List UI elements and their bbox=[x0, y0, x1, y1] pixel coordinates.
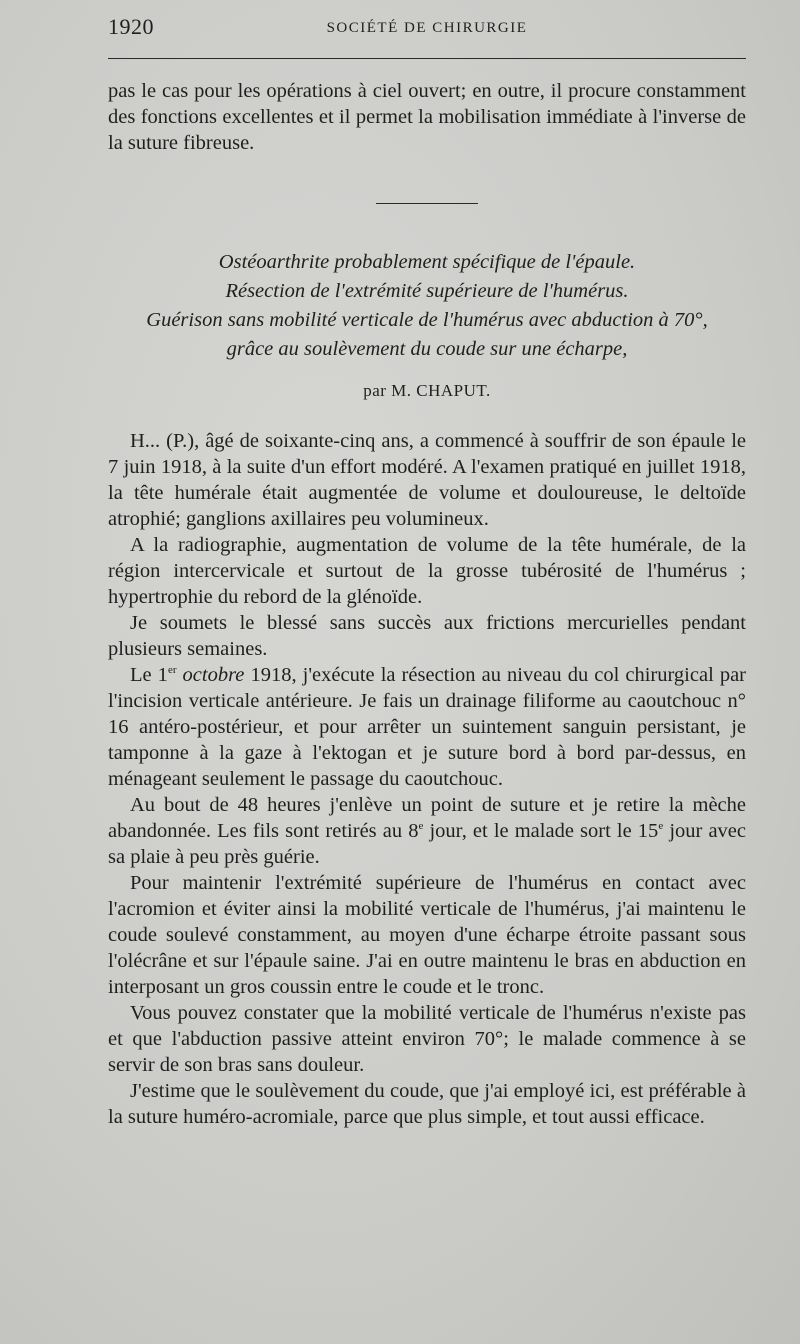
article-body bbox=[108, 428, 746, 1130]
title-line: grâce au soulèvement du coude sur une écharpe, bbox=[226, 338, 628, 360]
title-line: Résection de l'extrémité supérieure de l'humérus. bbox=[225, 280, 629, 302]
paragraph: Le 1er octobre 1918, j'exécute la résection au niveau du col chirurgical par l'incision verticale antérieure. Je fais un drainage filiforme au caoutchouc n° 16 antéro-postérieur, et pour arrêter un suintement sanguin persistant, je tamponne à la gaze à l'ektogan et je suture bord à bord par-dessus, en ménageant seulement le passage du caoutchouc. bbox=[108, 664, 747, 790]
article-author: par M. CHAPUT. bbox=[363, 381, 491, 400]
paragraph: Pour maintenir l'extrémité supérieure de l'humérus en contact avec l'acromion et éviter ainsi la mobilité verticale de l'humérus, j'ai maintenu le coude soulevé constamment, au moyen d'une écharpe étroite passant sous l'olécrâne et sur l'épaule saine. J'ai en outre maintenu le bras en abduction en interposant un gros coussin entre le coude et le tronc. bbox=[108, 872, 746, 998]
header-rule bbox=[108, 58, 746, 59]
paragraph: H... (P.), âgé de soixante-cinq ans, a commencé à souffrir de son épaule le 7 juin 1918, à la suite d'un effort modéré. A l'examen pratiqué en juillet 1918, la tête humérale était augmentée de volume et douloureuse, le deltoïde atrophié; ganglions axillaires peu volumineux. bbox=[108, 430, 746, 530]
running-head: SOCIÉTÉ DE CHIRURGIE bbox=[326, 20, 528, 36]
page-header bbox=[108, 14, 746, 44]
title-line: Ostéoarthrite probablement spécifique de l'épaule. bbox=[218, 251, 636, 273]
title-line: Guérison sans mobilité verticale de l'humérus avec abduction à 70°, bbox=[146, 309, 708, 331]
paragraph: Au bout de 48 heures j'enlève un point de suture et je retire la mèche abandonnée. Les fils sont retirés au 8e jour, et le malade sort le 15e jour avec sa plaie à peu près guérie. bbox=[108, 794, 746, 868]
paragraph: J'estime que le soulèvement du coude, que j'ai employé ici, est préférable à la suture huméro-acromiale, parce que plus simple, et tout aussi efficace. bbox=[108, 1080, 746, 1128]
page-number: 1920 bbox=[108, 14, 154, 39]
paragraph: Je soumets le blessé sans succès aux frictions mercurielles pendant plusieurs semaines. bbox=[108, 612, 746, 660]
article-title bbox=[108, 248, 746, 364]
section-separator bbox=[376, 203, 478, 204]
paragraph: Vous pouvez constater que la mobilité verticale de l'humérus n'existe pas et que l'abduction passive atteint environ 70°; le malade commence à se servir de son bras sans douleur. bbox=[108, 1002, 746, 1076]
intro-paragraph bbox=[108, 78, 746, 156]
paragraph: A la radiographie, augmentation de volume de la tête humérale, de la région intercervicale et surtout de la grosse tubérosité de l'humérus ; hypertrophie du rebord de la glénoïde. bbox=[108, 534, 746, 608]
paragraph: pas le cas pour les opérations à ciel ouvert; en outre, il procure constamment des fonctions excellentes et il permet la mobilisation immédiate à l'inverse de la suture fibreuse. bbox=[108, 80, 746, 154]
